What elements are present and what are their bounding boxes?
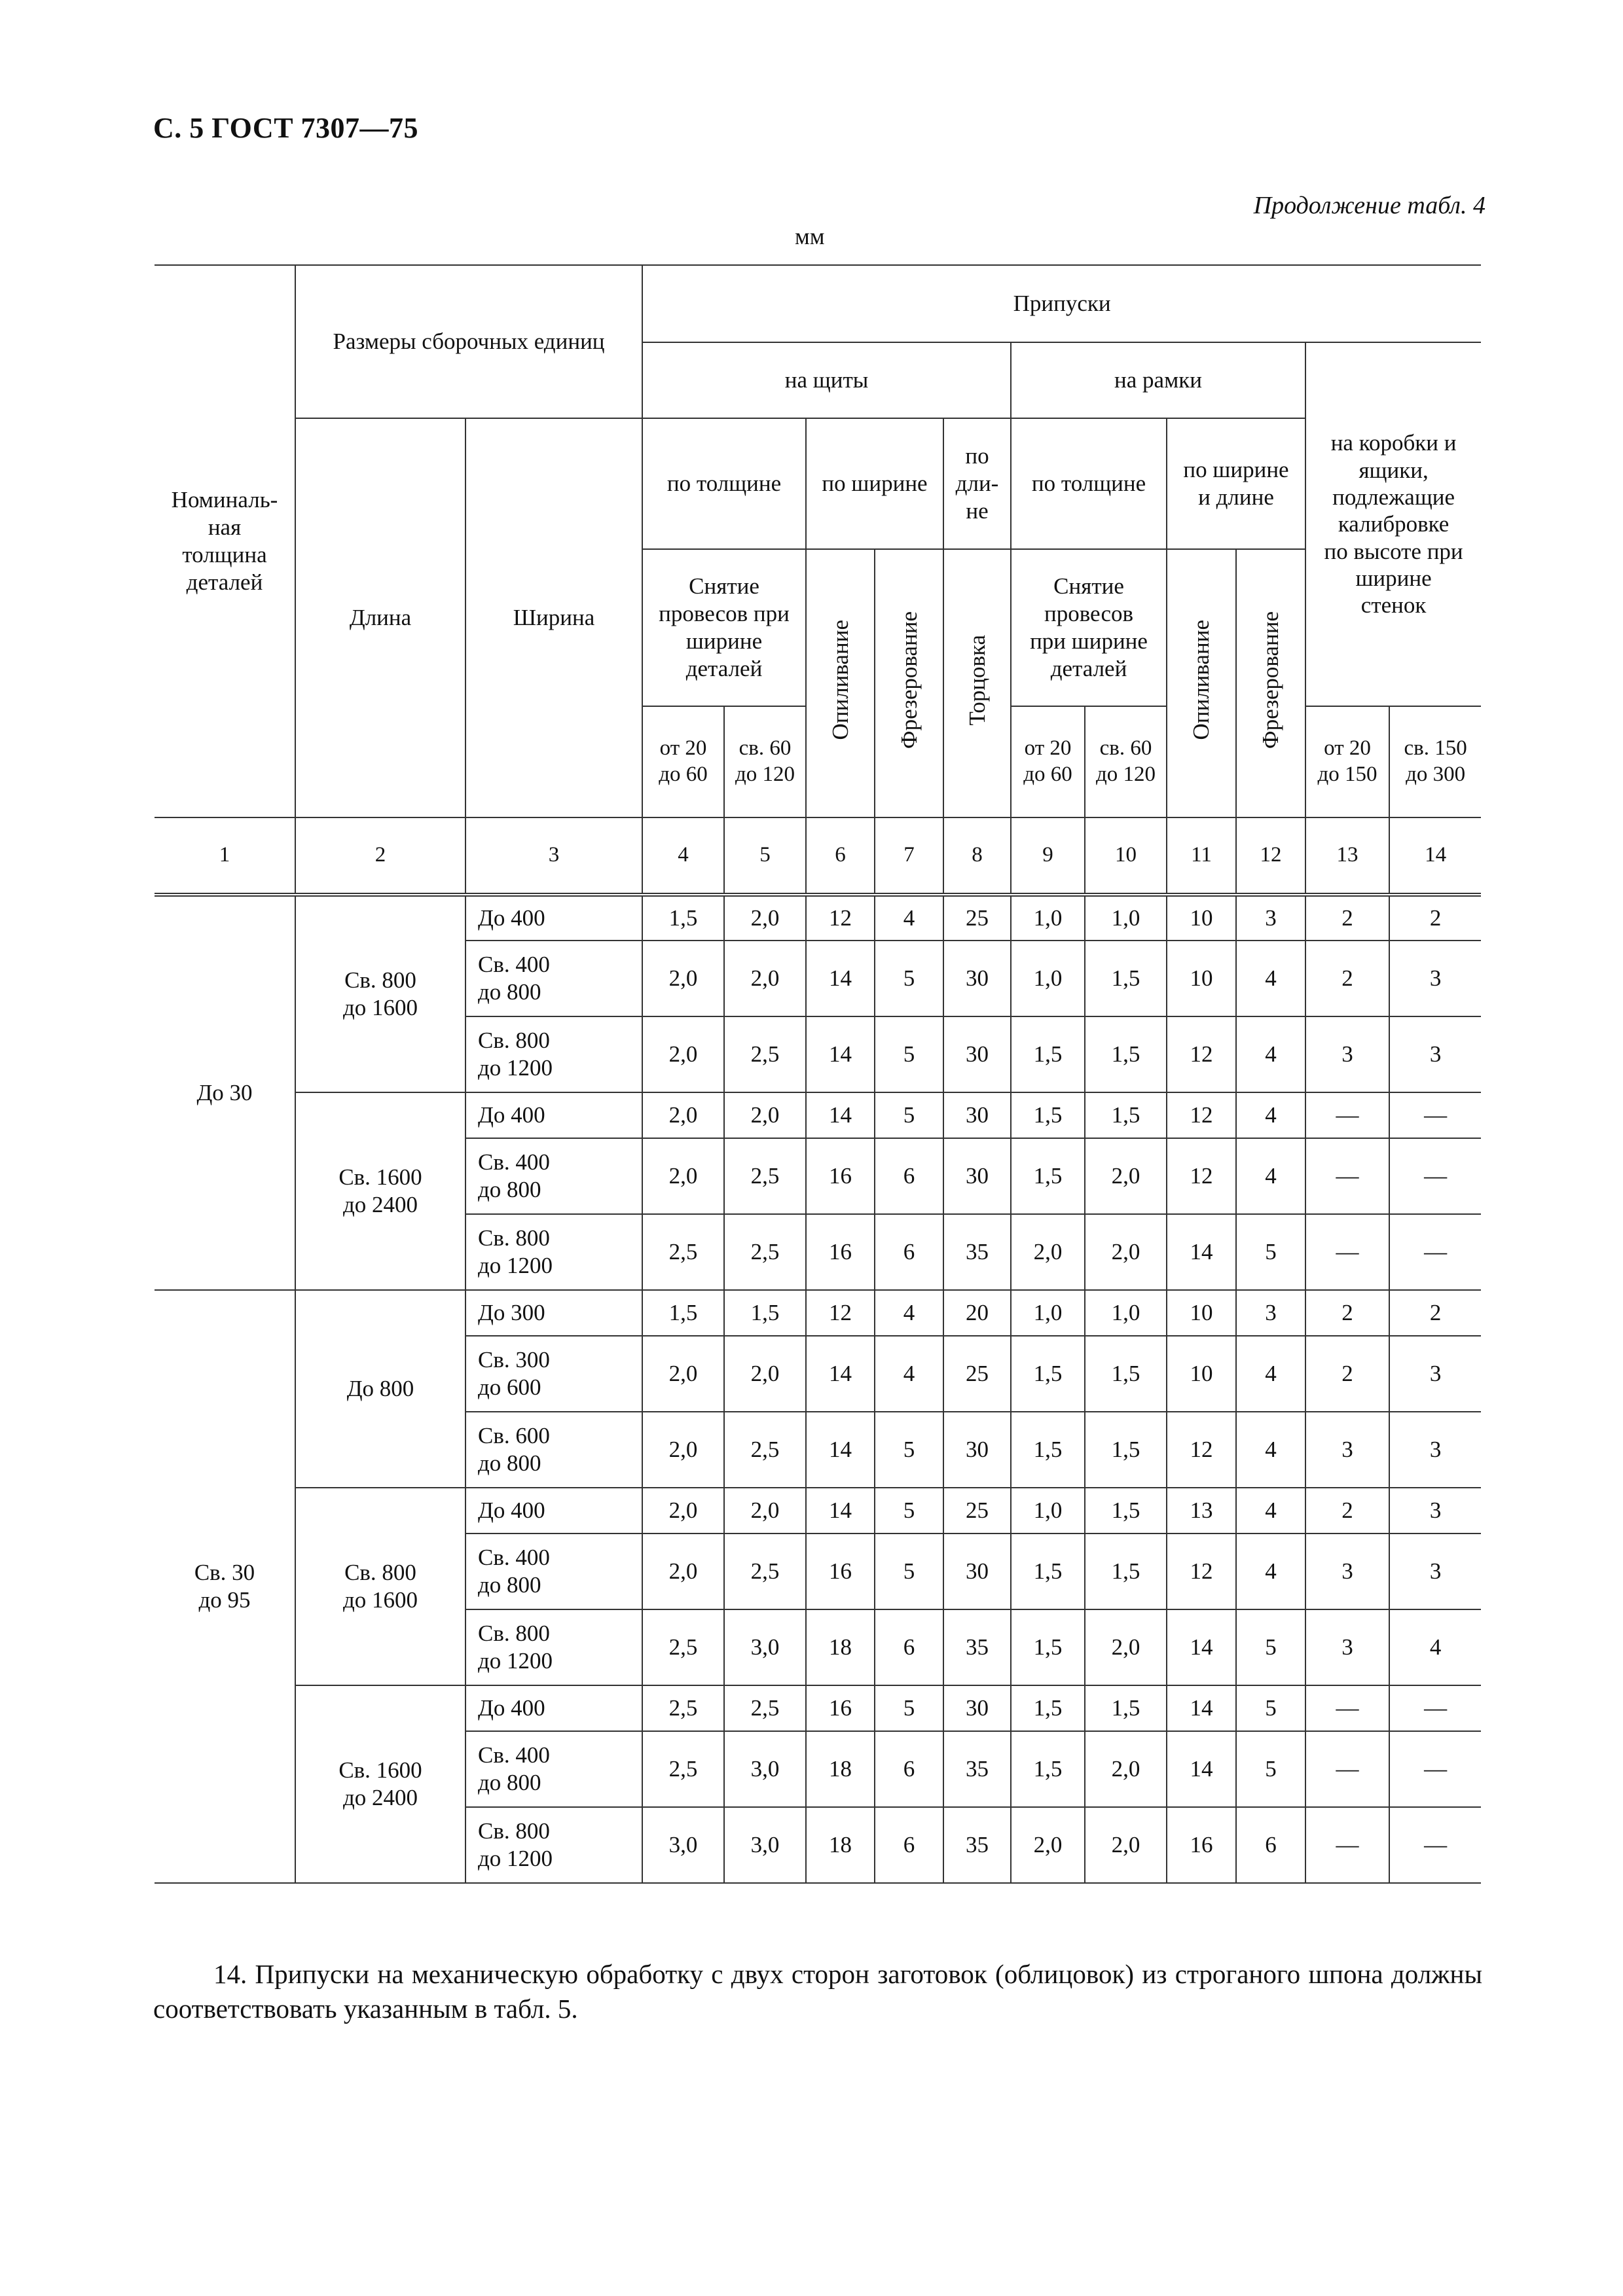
cell-value: 1,5 — [1085, 1488, 1167, 1534]
header-panels-60-120: св. 60 до 120 — [724, 706, 806, 817]
cell-value: 6 — [1236, 1807, 1305, 1883]
cell-value: 5 — [875, 941, 943, 1016]
cell-value: 2 — [1389, 895, 1481, 941]
cell-value: 14 — [806, 1092, 875, 1138]
cell-length: Св. 800 до 1600 — [295, 895, 465, 1092]
page-header: С. 5 ГОСТ 7307—75 — [153, 112, 419, 144]
cell-value: 12 — [1167, 1138, 1236, 1214]
cell-value: 2 — [1305, 895, 1389, 941]
cell-value: 6 — [875, 1731, 943, 1807]
cell-value: 35 — [943, 1609, 1011, 1685]
cell-value: 1,5 — [1085, 1336, 1167, 1412]
cell-value: 1,0 — [1011, 1488, 1085, 1534]
cell-value: 3 — [1389, 1534, 1481, 1609]
cell-value: 16 — [806, 1214, 875, 1290]
cell-value: 1,0 — [1085, 895, 1167, 941]
cell-value: 1,5 — [1011, 1731, 1085, 1807]
cell-value: — — [1305, 1685, 1389, 1731]
cell-value: 10 — [1167, 1290, 1236, 1336]
cell-value: 30 — [943, 1016, 1011, 1092]
cell-value: 2,5 — [642, 1214, 724, 1290]
cell-value: 5 — [875, 1685, 943, 1731]
cell-value: 35 — [943, 1214, 1011, 1290]
cell-value: 3 — [1389, 1488, 1481, 1534]
cell-value: 14 — [806, 1016, 875, 1092]
cell-value: 14 — [806, 1412, 875, 1488]
cell-value: 1,0 — [1011, 895, 1085, 941]
cell-value: 2,5 — [724, 1016, 806, 1092]
header-boxes-20-150: от 20 до 150 — [1305, 706, 1389, 817]
cell-value: 1,5 — [1085, 941, 1167, 1016]
cell-width: До 400 — [465, 895, 642, 941]
cell-length: Св. 1600 до 2400 — [295, 1092, 465, 1290]
cell-width: Св. 800 до 1200 — [465, 1016, 642, 1092]
header-for-boxes: на коробки и ящики, подлежащие калибровке по высоте при ширине стенок — [1305, 342, 1481, 706]
cell-value: 1,5 — [642, 1290, 724, 1336]
cell-value: 3 — [1305, 1534, 1389, 1609]
cell-value: 4 — [875, 1336, 943, 1412]
cell-value: 2,5 — [724, 1685, 806, 1731]
cell-value: 30 — [943, 1685, 1011, 1731]
cell-value: 14 — [806, 1488, 875, 1534]
cell-value: 30 — [943, 941, 1011, 1016]
cell-value: 1,5 — [1011, 1534, 1085, 1609]
header-frames-20-60: от 20 до 60 — [1011, 706, 1085, 817]
cell-length: Св. 800 до 1600 — [295, 1488, 465, 1685]
cell-value: 2 — [1305, 1488, 1389, 1534]
cell-value: 18 — [806, 1731, 875, 1807]
cell-value: 10 — [1167, 941, 1236, 1016]
header-panels-width: по ширине — [806, 418, 943, 549]
cell-width: Св. 800 до 1200 — [465, 1609, 642, 1685]
cell-value: 2 — [1389, 1290, 1481, 1336]
cell-value: 6 — [875, 1214, 943, 1290]
cell-width: Св. 400 до 800 — [465, 1138, 642, 1214]
header-sag-removal-panels: Снятие провесов при ширине деталей — [642, 549, 806, 706]
cell-value: 14 — [1167, 1214, 1236, 1290]
cell-length: До 800 — [295, 1290, 465, 1488]
cell-value: 3,0 — [724, 1609, 806, 1685]
cell-value: 2,0 — [724, 1336, 806, 1412]
cell-value: 1,0 — [1011, 941, 1085, 1016]
cell-value: 1,5 — [1085, 1685, 1167, 1731]
cell-value: 2,0 — [642, 1336, 724, 1412]
cell-value: 1,0 — [1085, 1290, 1167, 1336]
allowances-table — [155, 264, 1481, 1884]
header-panels-20-60: от 20 до 60 — [642, 706, 724, 817]
cell-value: 16 — [806, 1138, 875, 1214]
cell-value: 14 — [806, 1336, 875, 1412]
header-sawing-frames: Опиливание — [1167, 549, 1236, 817]
cell-value: 3 — [1305, 1016, 1389, 1092]
header-boxes-150-300: св. 150 до 300 — [1389, 706, 1481, 817]
cell-width: Св. 600 до 800 — [465, 1412, 642, 1488]
cell-value: 2,0 — [642, 1412, 724, 1488]
cell-value: 2,0 — [1085, 1214, 1167, 1290]
cell-value: 2 — [1305, 941, 1389, 1016]
cell-value: 1,5 — [1011, 1609, 1085, 1685]
header-frames-width-length: по ширине и длине — [1167, 418, 1305, 549]
cell-value: 4 — [1236, 1534, 1305, 1609]
cell-width: Св. 300 до 600 — [465, 1336, 642, 1412]
cell-value: 1,5 — [1085, 1092, 1167, 1138]
header-panels-length: по дли- не — [943, 418, 1011, 549]
cell-value: 3,0 — [724, 1807, 806, 1883]
cell-value: 2,0 — [1085, 1807, 1167, 1883]
cell-value: 2,0 — [724, 1488, 806, 1534]
cell-value: — — [1305, 1807, 1389, 1883]
cell-value: 16 — [1167, 1807, 1236, 1883]
cell-nominal-thickness: До 30 — [155, 895, 295, 1290]
column-number: 6 — [806, 817, 875, 895]
cell-value: 3 — [1305, 1609, 1389, 1685]
header-allowances: Припуски — [642, 265, 1481, 342]
cell-value: 2,0 — [1011, 1214, 1085, 1290]
cell-value: 25 — [943, 895, 1011, 941]
cell-value: — — [1389, 1807, 1481, 1883]
column-number: 7 — [875, 817, 943, 895]
cell-value: 4 — [1236, 1412, 1305, 1488]
cell-width: Св. 400 до 800 — [465, 941, 642, 1016]
cell-value: 5 — [1236, 1214, 1305, 1290]
header-assembly-sizes: Размеры сборочных единиц — [295, 265, 642, 418]
cell-value: 30 — [943, 1412, 1011, 1488]
cell-value: 2,5 — [724, 1138, 806, 1214]
cell-value: — — [1305, 1214, 1389, 1290]
cell-value: 2,0 — [642, 1488, 724, 1534]
column-number: 5 — [724, 817, 806, 895]
cell-value: 16 — [806, 1685, 875, 1731]
cell-value: 3 — [1236, 895, 1305, 941]
cell-value: 12 — [806, 1290, 875, 1336]
cell-value: 5 — [875, 1092, 943, 1138]
cell-value: 2,0 — [1011, 1807, 1085, 1883]
cell-value: 4 — [1236, 1016, 1305, 1092]
cell-value: — — [1305, 1092, 1389, 1138]
cell-value: 4 — [875, 1290, 943, 1336]
cell-value: 12 — [1167, 1092, 1236, 1138]
cell-value: 5 — [1236, 1731, 1305, 1807]
cell-value: 30 — [943, 1092, 1011, 1138]
cell-value: 10 — [1167, 895, 1236, 941]
table-continuation-label: Продолжение табл. 4 — [1253, 192, 1486, 219]
cell-value: 4 — [1236, 941, 1305, 1016]
cell-value: 2,0 — [642, 1534, 724, 1609]
header-sag-removal-frames: Снятие провесов при ширине деталей — [1011, 549, 1167, 706]
cell-value: 5 — [1236, 1609, 1305, 1685]
cell-value: 5 — [875, 1412, 943, 1488]
cell-value: 4 — [1236, 1138, 1305, 1214]
cell-value: — — [1305, 1731, 1389, 1807]
column-number: 13 — [1305, 817, 1389, 895]
cell-value: 3 — [1236, 1290, 1305, 1336]
header-trimming: Торцовка — [943, 549, 1011, 817]
cell-value: 1,5 — [1085, 1534, 1167, 1609]
cell-value: 2,0 — [724, 895, 806, 941]
cell-width: До 300 — [465, 1290, 642, 1336]
column-number: 3 — [465, 817, 642, 895]
cell-value: — — [1389, 1685, 1481, 1731]
cell-value: 1,5 — [1085, 1412, 1167, 1488]
cell-value: — — [1389, 1731, 1481, 1807]
cell-value: 14 — [1167, 1609, 1236, 1685]
cell-value: 3 — [1389, 1016, 1481, 1092]
cell-value: 3 — [1305, 1412, 1389, 1488]
cell-value: 18 — [806, 1609, 875, 1685]
cell-value: 2,5 — [724, 1534, 806, 1609]
cell-value: 3 — [1389, 1412, 1481, 1488]
cell-value: 14 — [806, 941, 875, 1016]
cell-value: 12 — [1167, 1534, 1236, 1609]
header-length: Длина — [295, 418, 465, 817]
cell-value: 2 — [1305, 1290, 1389, 1336]
cell-value: 2,5 — [724, 1412, 806, 1488]
cell-width: До 400 — [465, 1092, 642, 1138]
cell-value: 1,5 — [1011, 1336, 1085, 1412]
cell-value: 3 — [1389, 1336, 1481, 1412]
cell-width: Св. 400 до 800 — [465, 1534, 642, 1609]
cell-nominal-thickness: Св. 30 до 95 — [155, 1290, 295, 1883]
paragraph-14: 14. Припуски на механическую обработку с двух сторон заготовок (облицовок) из строганого шпона должны соответствовать указанным в табл. 5. — [153, 1959, 1482, 2024]
cell-width: До 400 — [465, 1685, 642, 1731]
cell-value: 2,0 — [724, 1092, 806, 1138]
column-number: 10 — [1085, 817, 1167, 895]
column-number: 4 — [642, 817, 724, 895]
cell-value: 1,5 — [1011, 1016, 1085, 1092]
cell-value: 30 — [943, 1138, 1011, 1214]
cell-value: 2,0 — [642, 941, 724, 1016]
header-sawing: Опиливание — [806, 549, 875, 817]
cell-value: 5 — [875, 1534, 943, 1609]
cell-value: 2,5 — [642, 1731, 724, 1807]
cell-value: 12 — [1167, 1412, 1236, 1488]
cell-value: 4 — [1236, 1336, 1305, 1412]
cell-value: 30 — [943, 1534, 1011, 1609]
table-row — [155, 1488, 1481, 1534]
cell-value: 6 — [875, 1609, 943, 1685]
cell-value: 5 — [875, 1488, 943, 1534]
cell-value: 1,5 — [1011, 1412, 1085, 1488]
header-for-panels: на щиты — [642, 342, 1011, 418]
header-width: Ширина — [465, 418, 642, 817]
cell-value: 35 — [943, 1731, 1011, 1807]
header-nominal-thickness: Номиналь- ная толщина деталей — [155, 265, 295, 817]
cell-value: 12 — [806, 895, 875, 941]
cell-value: 1,0 — [1011, 1290, 1085, 1336]
cell-value: — — [1389, 1138, 1481, 1214]
cell-value: 5 — [1236, 1685, 1305, 1731]
cell-value: 12 — [1167, 1016, 1236, 1092]
cell-value: 14 — [1167, 1685, 1236, 1731]
cell-value: 2,5 — [642, 1685, 724, 1731]
header-for-frames: на рамки — [1011, 342, 1305, 418]
column-number: 11 — [1167, 817, 1236, 895]
cell-value: 20 — [943, 1290, 1011, 1336]
header-panels-thickness: по толщине — [642, 418, 806, 549]
column-number-row — [155, 817, 1481, 895]
table-unit-label: мм — [795, 223, 825, 249]
cell-value: 1,5 — [1011, 1092, 1085, 1138]
cell-value: 3,0 — [724, 1731, 806, 1807]
cell-value: — — [1305, 1138, 1389, 1214]
cell-value: 1,5 — [642, 895, 724, 941]
cell-value: 2,0 — [642, 1138, 724, 1214]
table-row — [155, 1092, 1481, 1138]
cell-value: 6 — [875, 1807, 943, 1883]
cell-width: Св. 800 до 1200 — [465, 1807, 642, 1883]
column-number: 9 — [1011, 817, 1085, 895]
table-row — [155, 1290, 1481, 1336]
cell-length: Св. 1600 до 2400 — [295, 1685, 465, 1883]
cell-value: 2,5 — [642, 1609, 724, 1685]
cell-value: 35 — [943, 1807, 1011, 1883]
cell-value: 2,0 — [642, 1016, 724, 1092]
cell-value: 1,5 — [1011, 1685, 1085, 1731]
column-number: 2 — [295, 817, 465, 895]
header-frames-60-120: св. 60 до 120 — [1085, 706, 1167, 817]
cell-value: 2,0 — [1085, 1609, 1167, 1685]
column-number: 8 — [943, 817, 1011, 895]
cell-value: 3 — [1389, 941, 1481, 1016]
cell-value: 4 — [1236, 1092, 1305, 1138]
cell-value: 4 — [1236, 1488, 1305, 1534]
header-milling: Фрезерование — [875, 549, 943, 817]
header-milling-frames: Фрезерование — [1236, 549, 1305, 817]
cell-width: Св. 400 до 800 — [465, 1731, 642, 1807]
cell-value: 1,5 — [1011, 1138, 1085, 1214]
cell-value: 1,5 — [1085, 1016, 1167, 1092]
cell-value: 13 — [1167, 1488, 1236, 1534]
cell-value: 2,0 — [642, 1092, 724, 1138]
cell-value: 4 — [1389, 1609, 1481, 1685]
table-row — [155, 1685, 1481, 1731]
cell-value: 10 — [1167, 1336, 1236, 1412]
header-frames-thickness: по толщине — [1011, 418, 1167, 549]
cell-width: Св. 800 до 1200 — [465, 1214, 642, 1290]
cell-value: 16 — [806, 1534, 875, 1609]
cell-value: 3,0 — [642, 1807, 724, 1883]
cell-value: 2,0 — [724, 941, 806, 1016]
cell-value: 2,0 — [1085, 1138, 1167, 1214]
cell-value: 25 — [943, 1488, 1011, 1534]
cell-value: — — [1389, 1092, 1481, 1138]
cell-value: 18 — [806, 1807, 875, 1883]
column-number: 1 — [155, 817, 295, 895]
cell-value: 25 — [943, 1336, 1011, 1412]
cell-value: 6 — [875, 1138, 943, 1214]
cell-value: 2,0 — [1085, 1731, 1167, 1807]
column-number: 14 — [1389, 817, 1481, 895]
column-number: 12 — [1236, 817, 1305, 895]
cell-value: 4 — [875, 895, 943, 941]
cell-value: — — [1389, 1214, 1481, 1290]
cell-value: 14 — [1167, 1731, 1236, 1807]
cell-width: До 400 — [465, 1488, 642, 1534]
cell-value: 2,5 — [724, 1214, 806, 1290]
cell-value: 2 — [1305, 1336, 1389, 1412]
cell-value: 1,5 — [724, 1290, 806, 1336]
table-row — [155, 895, 1481, 941]
cell-value: 5 — [875, 1016, 943, 1092]
